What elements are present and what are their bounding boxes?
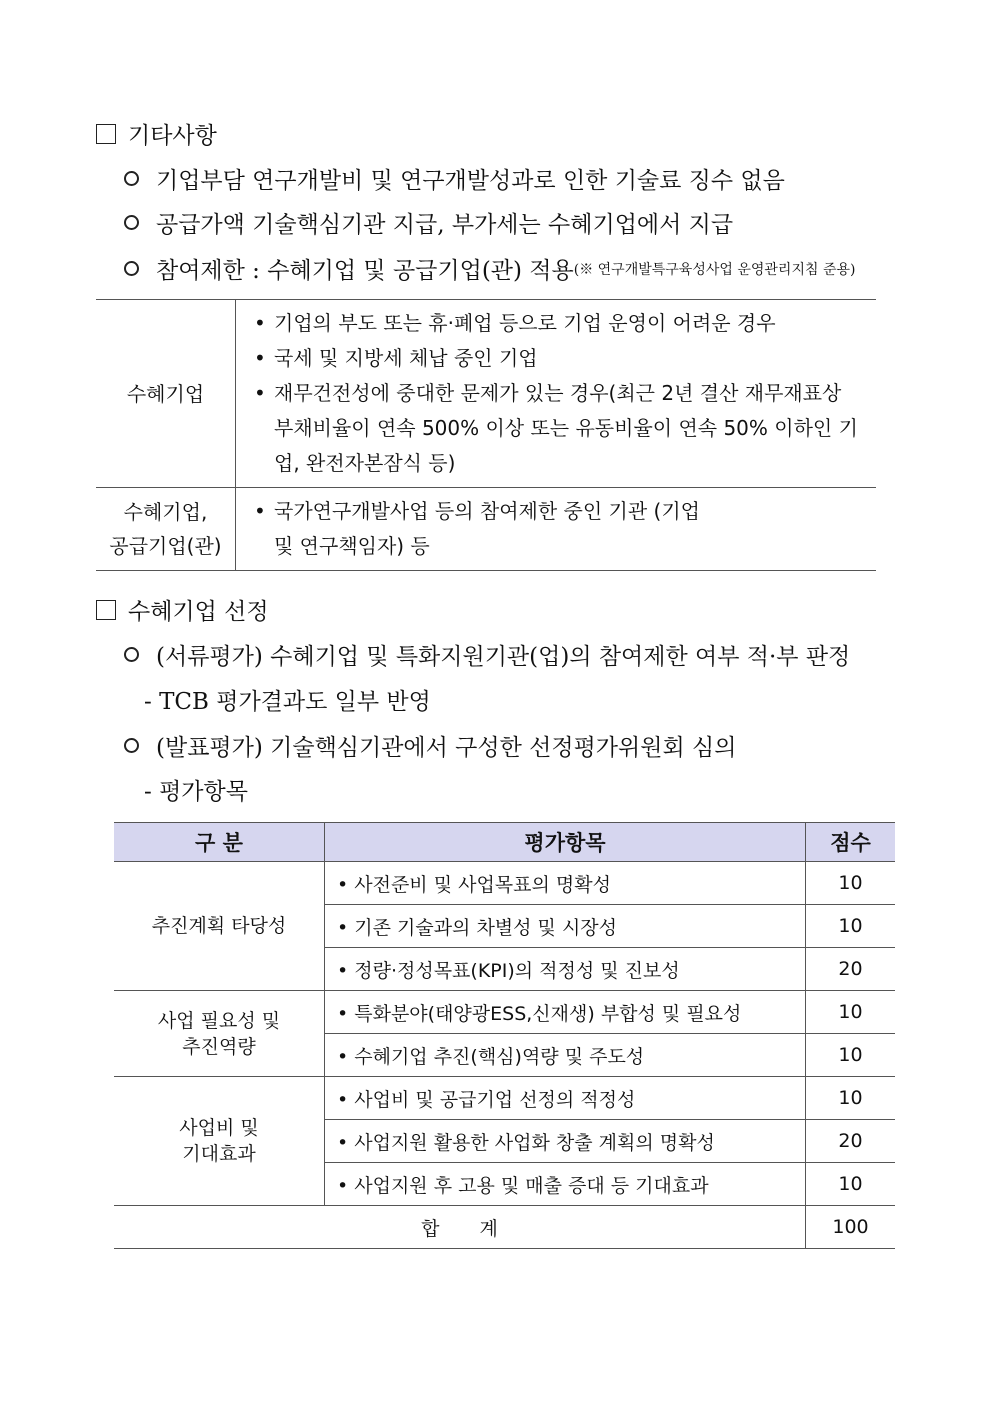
section-title-text: 수혜기업 선정 (128, 599, 269, 625)
list-item: • 기업의 부도 또는 휴·폐업 등으로 기업 운영이 어려운 경우 (254, 311, 776, 335)
table-row (96, 488, 876, 571)
bullet-item (124, 206, 733, 239)
evaluation-table (114, 822, 895, 1249)
dash-item: - 평가항목 (144, 779, 248, 805)
dash-item: - TCB 평가결과도 일부 반영 (144, 689, 431, 715)
item-cell: • 사업비 및 공급기업 선정의 적정성 (325, 1077, 806, 1120)
bullet-text: 참여제한 : 수혜기업 및 공급기업(관) 적용 (156, 258, 574, 284)
bullet-item (124, 638, 850, 671)
score-cell: 20 (806, 948, 896, 991)
total-score: 100 (806, 1206, 896, 1249)
list-item: • 국세 및 지방세 체납 중인 기업 (254, 346, 538, 370)
table-row (114, 1077, 895, 1120)
total-row (114, 1206, 895, 1249)
score-cell: 10 (806, 905, 896, 948)
total-label: 합계 (114, 1206, 806, 1249)
score-cell: 10 (806, 862, 896, 905)
category-cell: 사업 필요성 및 추진역량 (114, 991, 325, 1077)
row-content (236, 488, 877, 571)
bullet-text: 기업부담 연구개발비 및 연구개발성과로 인한 기술료 징수 없음 (156, 168, 785, 194)
score-cell: 10 (806, 991, 896, 1034)
item-cell: • 사업지원 후 고용 및 매출 증대 등 기대효과 (325, 1163, 806, 1206)
checkbox-square-icon (96, 600, 116, 620)
circle-bullet-icon (124, 215, 139, 230)
list-item: • 국가연구개발사업 등의 참여제한 중인 기관 (기업 및 연구책임자) 등 (254, 499, 700, 558)
item-cell: • 기존 기술과의 차별성 및 시장성 (325, 905, 806, 948)
row-label: 수혜기업 (96, 300, 236, 488)
score-cell: 10 (806, 1034, 896, 1077)
header-category: 구 분 (114, 823, 325, 862)
bullet-item (124, 162, 785, 195)
header-item: 평가항목 (325, 823, 806, 862)
item-cell: • 특화분야(태양광ESS,신재생) 부합성 및 필요성 (325, 991, 806, 1034)
item-cell: • 사전준비 및 사업목표의 명확성 (325, 862, 806, 905)
section-title-selection (96, 593, 269, 626)
score-cell: 10 (806, 1163, 896, 1206)
table-header-row (114, 823, 895, 862)
table-row (114, 862, 895, 905)
circle-bullet-icon (124, 171, 139, 186)
item-cell: • 수혜기업 추진(핵심)역량 및 주도성 (325, 1034, 806, 1077)
bullet-text: (서류평가) 수혜기업 및 특화지원기관(업)의 참여제한 여부 적·부 판정 (156, 644, 851, 670)
circle-bullet-icon (124, 261, 139, 276)
category-cell: 추진계획 타당성 (114, 862, 325, 991)
restriction-note: (※ 연구개발특구육성사업 운영관리지침 준용) (573, 261, 856, 278)
row-content (236, 300, 877, 488)
circle-bullet-icon (124, 647, 139, 662)
row-label: 수혜기업, 공급기업(관) (96, 488, 236, 571)
list-item: • 재무건전성에 중대한 문제가 있는 경우(최근 2년 결산 재무재표상 부채비율이 연속 500% 이상 또는 유동비율이 연속 50% 이하인 기업, 완전자본잠식 등) (254, 381, 858, 475)
category-cell: 사업비 및 기대효과 (114, 1077, 325, 1206)
section-title-text: 기타사항 (128, 123, 217, 149)
score-cell: 10 (806, 1077, 896, 1120)
table-row (96, 300, 876, 488)
bullet-item (124, 252, 855, 285)
score-cell: 20 (806, 1120, 896, 1163)
checkbox-square-icon (96, 124, 116, 144)
item-cell: • 정량·정성목표(KPI)의 적정성 및 진보성 (325, 948, 806, 991)
table-row (114, 991, 895, 1034)
section-title-misc (96, 117, 217, 150)
circle-bullet-icon (124, 738, 139, 753)
bullet-text: (발표평가) 기술핵심기관에서 구성한 선정평가위원회 심의 (156, 735, 737, 761)
item-cell: • 사업지원 활용한 사업화 창출 계획의 명확성 (325, 1120, 806, 1163)
restriction-table (96, 299, 876, 571)
header-score: 점수 (806, 823, 896, 862)
bullet-text: 공급가액 기술핵심기관 지급, 부가세는 수혜기업에서 지급 (156, 212, 734, 238)
bullet-item (124, 729, 736, 762)
